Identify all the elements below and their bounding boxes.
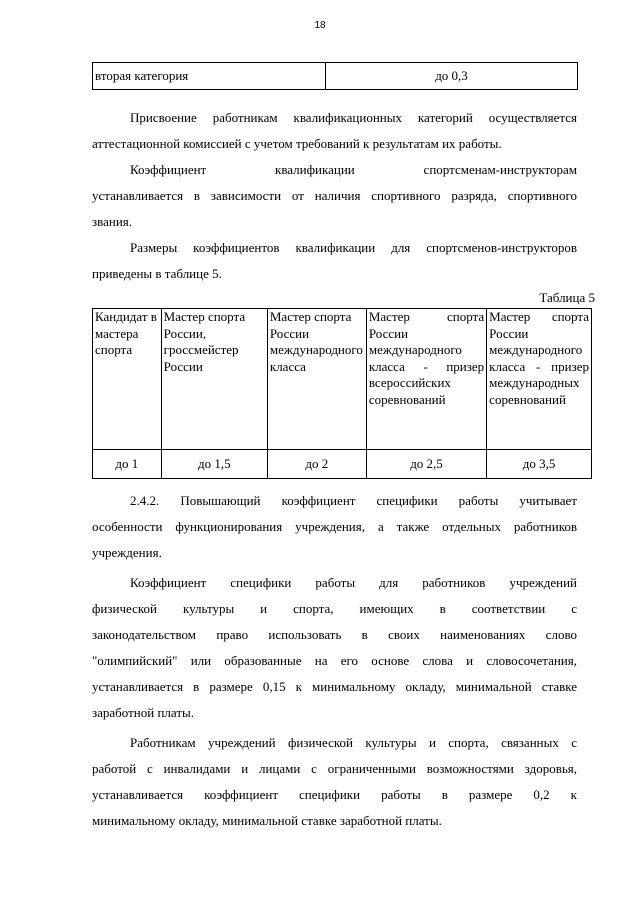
table-header-cell: Мастер спорта России международного класса — [267, 309, 366, 450]
text-line: законодательством право использовать в своих наименованиях слово — [92, 627, 577, 642]
text-line: Коэффициент специфики работы для работников учреждений — [130, 575, 577, 590]
table-row — [93, 63, 578, 90]
text-line: минимальному окладу, минимальной ставке заработной платы. — [92, 813, 442, 828]
table-cell: до 1,5 — [161, 450, 267, 479]
qualification-coefficient-table — [92, 308, 592, 479]
table-header-cell: Мастер спорта России международного класса - призер международных соревнований — [487, 309, 592, 450]
text-line: устанавливается коэффициент специфики работы в размере 0,2 к — [92, 787, 577, 802]
paragraph-qualification-coefficient — [92, 157, 577, 235]
text-line: звания. — [92, 214, 133, 229]
table-cell: до 1 — [93, 450, 162, 479]
table-header-row — [93, 309, 592, 450]
text-line: Присвоение работникам квалификационных категорий осуществляется — [130, 110, 577, 125]
text-line: устанавливается в зависимости от наличия спортивного разряда, спортивного — [92, 188, 577, 203]
text-line: Работникам учреждений физической культуры и спорта, связанных с — [130, 735, 577, 750]
text-line: Коэффициент квалификации спортсменам-инструкторам — [130, 162, 577, 177]
text-line: приведены в таблице 5. — [92, 266, 222, 281]
paragraph-olympic-coefficient — [92, 570, 577, 726]
text-line: 2.4.2. Повышающий коэффициент специфики работы учитывает — [130, 493, 577, 508]
page-number: 18 — [314, 20, 326, 31]
paragraph-specific-coefficient — [92, 488, 577, 566]
table-row — [93, 450, 592, 479]
category-table — [92, 62, 578, 90]
category-label: вторая категория — [93, 63, 326, 90]
text-line: особенности функционирования учреждения, а также отдельных работников — [92, 519, 577, 534]
paragraph-disability-coefficient — [92, 730, 577, 834]
table-cell: до 2,5 — [366, 450, 486, 479]
text-line: заработной платы. — [92, 705, 195, 720]
text-line: работой с инвалидами и лицами с ограниченными возможностями здоровья, — [92, 761, 577, 776]
table-cell: до 2 — [267, 450, 366, 479]
table-cell: до 3,5 — [487, 450, 592, 479]
text-line: учреждения. — [92, 545, 162, 560]
text-line: устанавливается в размере 0,15 к минимальному окладу, минимальной ставке — [92, 679, 577, 694]
text-line: Размеры коэффициентов квалификации для спортсменов-инструкторов — [130, 240, 577, 255]
category-value: до 0,3 — [326, 63, 578, 90]
table-header-cell: Кандидат в мастера спорта — [93, 309, 162, 450]
paragraph-coefficient-sizes — [92, 235, 577, 287]
text-line: физической культуры и спорта, имеющих в соответствии с — [92, 601, 577, 616]
text-line: "олимпийский" или образованные на его основе слова и словосочетания, — [92, 653, 577, 668]
table-header-cell: Мастер спорта России международного класса - призер всероссийских соревнований — [366, 309, 486, 450]
text-line: аттестационной комиссией с учетом требований к результатам их работы. — [92, 136, 502, 151]
paragraph-qualification-assignment — [92, 105, 577, 157]
table-caption: Таблица 5 — [539, 290, 595, 305]
table-header-cell: Мастер спорта России, гроссмейстер России — [161, 309, 267, 450]
